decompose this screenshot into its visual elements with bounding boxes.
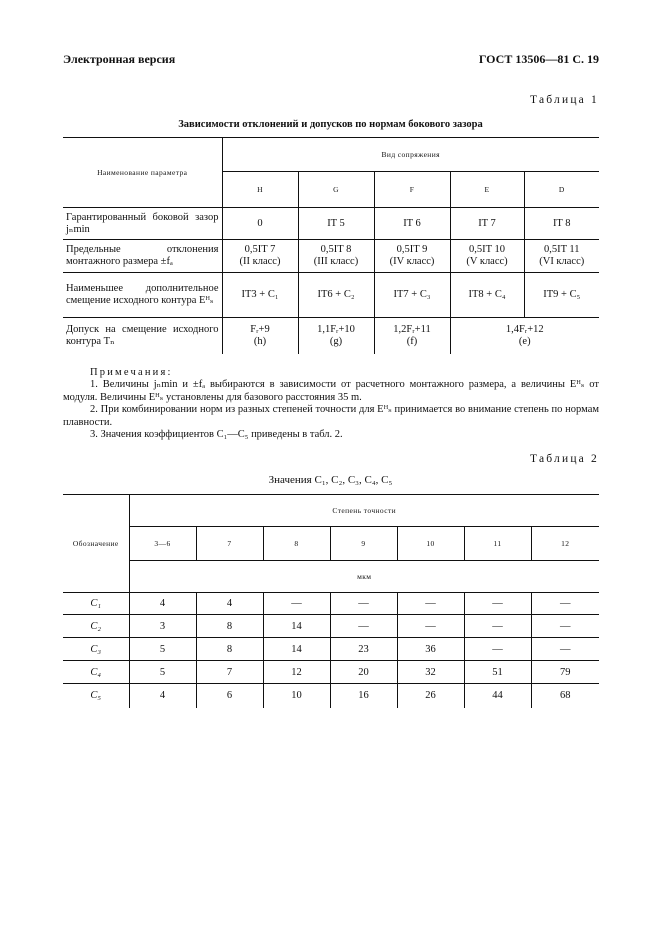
cell: — <box>531 638 599 661</box>
cell: 0,5IT 7 (II класс) <box>222 240 298 273</box>
row-name: C₅ <box>63 684 129 708</box>
cell: 4 <box>129 684 196 708</box>
table1 <box>63 137 599 354</box>
table1-label: Таблица 1 <box>530 94 599 106</box>
row-name: C₁ <box>63 593 129 615</box>
cell: 6 <box>196 684 263 708</box>
col-header: 11 <box>464 527 531 561</box>
table2 <box>63 494 599 708</box>
table2-title: Значения C₁, C₂, C₃, C₄, C₅ <box>268 474 393 486</box>
cell: — <box>531 593 599 615</box>
note-item: 2. При комбинировании норм из разных степеней точности для Eᴴₛ принимается во внимание степень по нормам плавности. <box>63 404 599 428</box>
col-header: 9 <box>330 527 397 561</box>
col-header: F <box>374 172 450 208</box>
col-header: 12 <box>531 527 599 561</box>
cell: 4 <box>196 593 263 615</box>
row-name: Наименьшее дополнительное смещение исходного контура Eᴴₛ <box>63 273 222 318</box>
col-header: 10 <box>397 527 464 561</box>
col-header: G <box>298 172 374 208</box>
table1-title: Зависимости отклонений и допусков по нормам бокового зазора <box>178 119 483 130</box>
cell: 3 <box>129 615 196 638</box>
cell: 1,2Fᵣ+11 (f) <box>374 318 450 354</box>
cell: IT9 + C₅ <box>524 273 599 318</box>
cell: 23 <box>330 638 397 661</box>
cell: IT 5 <box>298 208 374 240</box>
cell: 0,5IT 9 (IV класс) <box>374 240 450 273</box>
cell: — <box>464 638 531 661</box>
cell: 44 <box>464 684 531 708</box>
cell: 20 <box>330 661 397 684</box>
cell: 0,5IT 10 (V класс) <box>450 240 524 273</box>
cell: 16 <box>330 684 397 708</box>
notes <box>63 367 599 441</box>
cell: — <box>330 615 397 638</box>
cell: IT7 + C₃ <box>374 273 450 318</box>
cell: 5 <box>129 661 196 684</box>
cell: — <box>464 615 531 638</box>
desig-header: Обозначение <box>63 495 129 593</box>
row-name: C₂ <box>63 615 129 638</box>
col-header: 3—6 <box>129 527 196 561</box>
edition-label: Электронная версия <box>63 52 176 66</box>
cell: — <box>464 593 531 615</box>
col-header: H <box>222 172 298 208</box>
cell: — <box>531 615 599 638</box>
note-item: 1. Величины jₙmin и ±fₐ выбираются в зависимости от расчетного монтажного размера, а величины Eᴴₛ от модуля. Величины Eᴴₛ установлены для базового расстояния 35 m. <box>63 379 599 403</box>
cell: 14 <box>263 615 330 638</box>
cell: 0 <box>222 208 298 240</box>
cell: 36 <box>397 638 464 661</box>
row-name: Допуск на смещение исходного контура Tₙ <box>63 318 222 354</box>
cell: 79 <box>531 661 599 684</box>
group-header: Степень точности <box>129 495 599 527</box>
cell: IT 8 <box>524 208 599 240</box>
cell: Fᵣ+9 (h) <box>222 318 298 354</box>
cell: 1,1Fᵣ+10 (g) <box>298 318 374 354</box>
cell: — <box>263 593 330 615</box>
cell: — <box>397 615 464 638</box>
cell: 51 <box>464 661 531 684</box>
cell: 5 <box>129 638 196 661</box>
cell: 68 <box>560 690 571 702</box>
col-header: D <box>524 172 599 208</box>
note-item: 3. Значения коэффициентов C₁—C₅ приведены в табл. 2. <box>90 429 343 441</box>
cell: — <box>330 593 397 615</box>
row-name: C₄ <box>63 661 129 684</box>
cell: IT8 + C₄ <box>450 273 524 318</box>
cell: 0,5IT 11 (VI класс) <box>524 240 599 273</box>
cell: IT 7 <box>450 208 524 240</box>
page-ref: ГОСТ 13506—81 С. 19 <box>478 52 599 66</box>
cell: 1,4Fᵣ+12 (e) <box>505 323 544 347</box>
row-name: Предельные отклонения монтажного размера ±fₐ <box>63 240 222 273</box>
table2-label: Таблица 2 <box>530 453 599 465</box>
row-name: C₃ <box>63 638 129 661</box>
col-header: E <box>450 172 524 208</box>
unit-header: мкм <box>129 561 599 593</box>
cell: IT3 + C₁ <box>222 273 298 318</box>
cell: — <box>397 593 464 615</box>
cell: 7 <box>196 661 263 684</box>
cell: 8 <box>196 615 263 638</box>
cell: 32 <box>397 661 464 684</box>
cell: 14 <box>263 638 330 661</box>
cell: IT6 + C₂ <box>298 273 374 318</box>
row-name: Гарантированный боковой зазор jₙmin <box>63 208 222 240</box>
col-header: 8 <box>263 527 330 561</box>
param-header: Наименование параметра <box>63 138 222 208</box>
col-header: 7 <box>196 527 263 561</box>
cell: 4 <box>129 593 196 615</box>
cell: 12 <box>263 661 330 684</box>
cell: 26 <box>397 684 464 708</box>
group-header: Вид сопряжения <box>222 138 599 172</box>
cell: 8 <box>196 638 263 661</box>
cell: 0,5IT 8 (III класс) <box>298 240 374 273</box>
notes-title: Примечания: <box>90 367 173 378</box>
cell: IT 6 <box>374 208 450 240</box>
cell: 10 <box>263 684 330 708</box>
